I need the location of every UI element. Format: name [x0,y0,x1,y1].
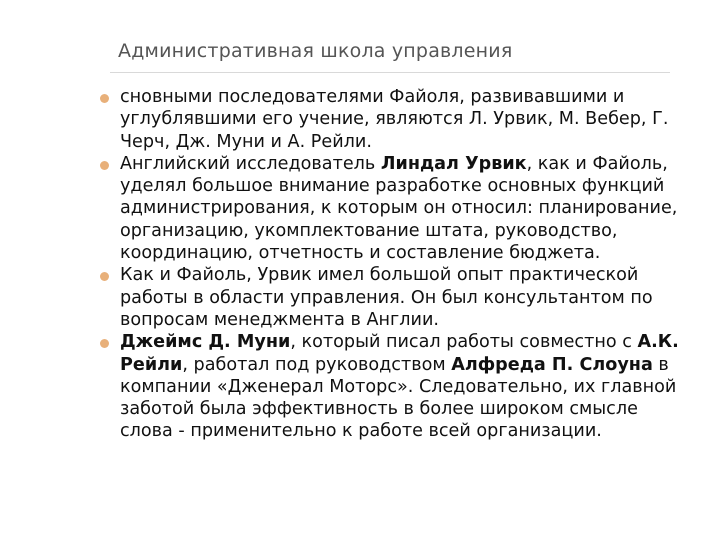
text-segment: , который писал работы совместно с [290,332,638,353]
text-segment: Как и Файоль, Урвик имел большой опыт практической [120,265,639,286]
bullet-text-line [120,354,700,376]
text-segment: Черч, Дж. Муни и А. Рейли. [120,131,372,152]
bullet-text-line [120,287,700,309]
bullet-dot-icon [100,161,109,170]
text-segment: , работал под руководством [182,354,452,375]
text-segment: углублявшими его учение, являются Л. Урвик, М. Вебер, Г. [120,109,669,130]
bullet-text-line [120,376,700,398]
text-segment: вопросам менеджмента в Англии. [120,309,439,330]
text-segment: администрирования, к которым он относил: планирование, [120,198,678,219]
text-segment: координацию, отчетность и составление бюджета. [120,243,601,264]
bullet-item [100,86,700,153]
text-segment: сновными последователями Файоля, развивавшими и [120,87,625,107]
text-segment: уделял большое внимание разработке основных функций [120,176,665,197]
bullet-text-line [120,197,700,219]
bullet-text-line [120,153,700,175]
bold-text-segment: А.К. [637,332,679,353]
bullet-text-line [120,220,700,242]
bullet-text-line [120,264,700,286]
bullet-text-line [120,131,700,153]
text-segment: Английский исследователь [120,153,381,174]
bullet-item [100,264,700,331]
bullet-text-line [120,420,700,442]
bold-text-segment: Линдал Урвик [380,153,527,174]
bullet-text-line [120,309,700,331]
bold-text-segment: Джеймс Д. Муни [120,332,291,353]
bullet-item [100,153,700,264]
bullet-text-line [120,175,700,197]
bullet-dot-icon [100,272,109,281]
slide-title: Административная школа управления [118,40,513,62]
bullet-text-line [120,108,700,130]
text-segment: организацию, укомплектование штата, руководство, [120,220,618,241]
text-segment: , как и Файоль, [526,153,668,174]
bullet-text-line [120,331,700,353]
text-segment: в [652,354,669,375]
bullet-list [100,86,700,443]
bullet-item [100,331,700,442]
text-segment: компании «Дженерал Моторс». Следовательно, их главной [120,376,677,397]
bullet-text-line [120,398,700,420]
text-segment: слова - применительно к работе всей организации. [120,421,602,442]
bold-text-segment: Рейли [120,354,183,375]
bullet-dot-icon [100,94,109,103]
bold-text-segment: Алфреда П. Слоуна [451,354,653,375]
bullet-text-line [120,86,700,108]
bullet-dot-icon [100,339,109,348]
bullet-text-line [120,242,700,264]
text-segment: работы в области управления. Он был консультантом по [120,287,653,308]
title-divider [110,72,670,73]
text-segment: заботой была эффективность в более широком смысле [120,399,638,420]
